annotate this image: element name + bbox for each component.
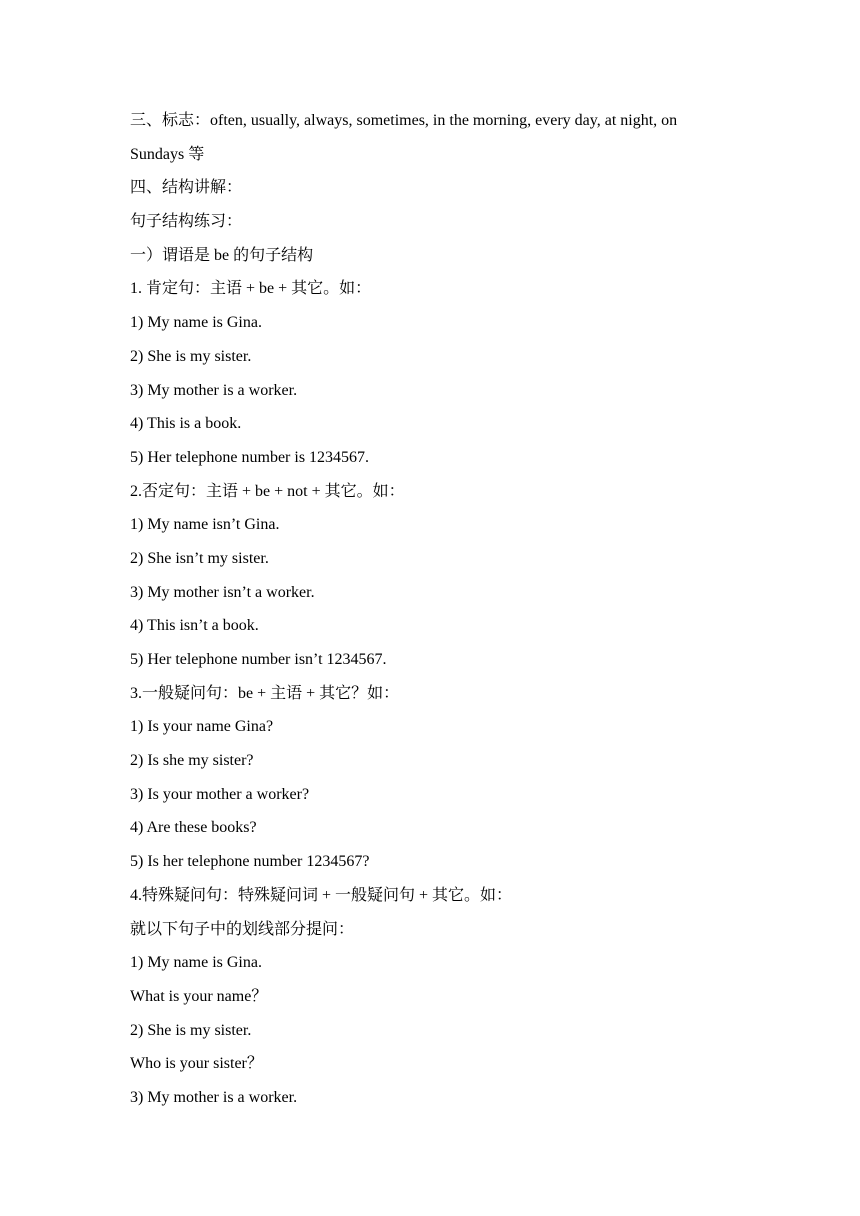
example-sentence: 3) Is your mother a worker? (130, 785, 310, 803)
example-question: Who is your sister？ (130, 1055, 263, 1073)
example-sentence: 3) My mother is a worker. (130, 381, 298, 399)
text-line: 4.特殊疑问句：特殊疑问词 + 一般疑问句 + 其它。如： (130, 886, 513, 904)
example-sentence: 3) My mother isn’t a worker. (130, 583, 315, 601)
subsection-heading: 一）谓语是 be 的句子结构 (130, 246, 314, 264)
example-sentence: 1) My name is Gina. (130, 954, 262, 972)
text-line: 3.一般疑问句：be + 主语 + 其它？如： (130, 684, 400, 702)
document-body (130, 104, 730, 1115)
example-sentence: 3) My mother is a worker. (130, 1088, 298, 1106)
example-sentence: 2) She isn’t my sister. (130, 549, 269, 567)
example-sentence: 5) Her telephone number isn’t 1234567. (130, 651, 387, 668)
example-sentence: 1) My name isn’t Gina. (130, 516, 280, 534)
example-sentence: 2) She is my sister. (130, 347, 252, 365)
section-heading: 四、结构讲解： (130, 179, 243, 197)
text-line: 句子结构练习： (130, 213, 243, 231)
example-sentence: 5) Is her telephone number 1234567? (130, 853, 370, 871)
text-line: Sundays 等 (130, 145, 205, 163)
example-sentence: 5) Her telephone number is 1234567. (130, 448, 370, 466)
example-sentence: 2) Is she my sister? (130, 752, 254, 770)
text-line: 就以下句子中的划线部分提问： (130, 920, 355, 938)
example-sentence: 4) This is a book. (130, 415, 242, 433)
example-sentence: 4) This isn’t a book. (130, 617, 259, 635)
example-sentence: 4) Are these books? (130, 819, 257, 837)
text-line: 2.否定句：主语 + be + not + 其它。如： (130, 482, 405, 500)
text-line: 三、标志：often, usually, always, sometimes, in the morning, every day, at night, on (130, 112, 678, 129)
text-line: 1. 肯定句：主语 + be + 其它。如： (130, 280, 372, 298)
example-sentence: 1) My name is Gina. (130, 314, 262, 332)
example-sentence: 2) She is my sister. (130, 1021, 252, 1039)
example-sentence: 1) Is your name Gina? (130, 718, 274, 736)
example-question: What is your name？ (130, 987, 268, 1005)
